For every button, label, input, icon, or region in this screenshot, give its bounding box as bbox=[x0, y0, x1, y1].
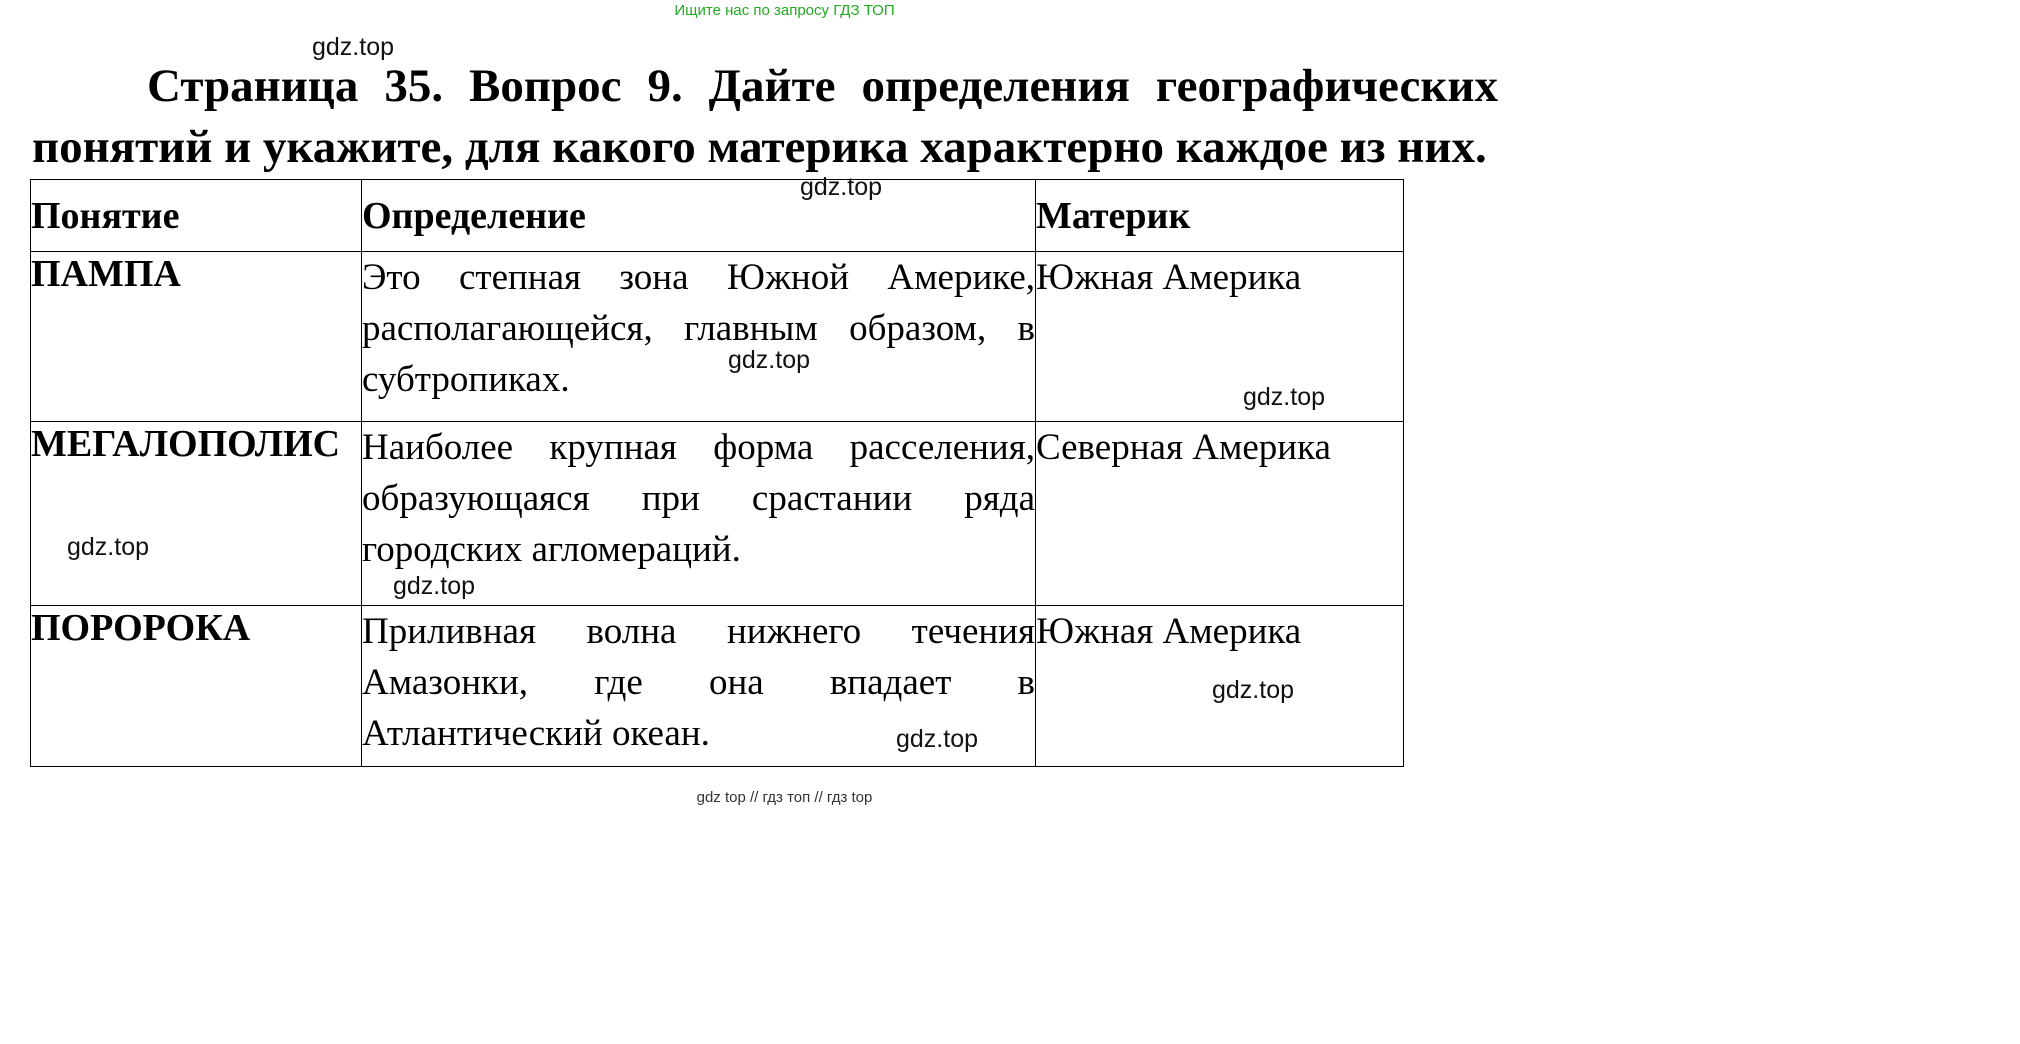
watermark: gdz.top bbox=[67, 533, 150, 561]
table-row bbox=[31, 606, 1404, 767]
watermark: gdz.top bbox=[1212, 676, 1295, 704]
table-row bbox=[31, 252, 1404, 422]
continent-cell: Южная Америка bbox=[1036, 252, 1404, 422]
top-banner: Ищите нас по запросу ГДЗ ТОП bbox=[674, 2, 895, 19]
watermark: gdz.top bbox=[728, 346, 811, 374]
header-definition: Определение bbox=[362, 180, 1036, 252]
header-term: Понятие bbox=[31, 180, 362, 252]
definition-text: Наиболее крупная форма расселения, образующаяся при срастании ряда городских агломераций. bbox=[362, 427, 1035, 570]
watermark: gdz.top bbox=[896, 725, 979, 753]
question-line-2: понятий и укажите, для какого материка характерно каждое из них. bbox=[32, 121, 1487, 173]
watermark: gdz.top bbox=[393, 572, 476, 600]
definition-text: Приливная волна нижнего течения Амазонки, где она впадает в Атлантический океан. bbox=[362, 611, 1035, 754]
footer-watermark: gdz top // гдз топ // гдз top bbox=[696, 789, 873, 806]
term-cell: ПАМПА bbox=[31, 252, 362, 422]
definition-text: Это степная зона Южной Америке, располагающейся, главным образом, в субтропиках. bbox=[362, 257, 1035, 400]
question-line-1: Страница 35. Вопрос 9. Дайте определения географических bbox=[147, 60, 1498, 112]
watermark: gdz.top bbox=[800, 173, 883, 201]
continent-cell: Северная Америка bbox=[1036, 422, 1404, 606]
term-cell: МЕГАЛОПОЛИС bbox=[31, 422, 362, 606]
definition-cell bbox=[362, 252, 1036, 422]
header-continent: Материк bbox=[1036, 180, 1404, 252]
table-row bbox=[31, 422, 1404, 606]
question-heading bbox=[32, 56, 1498, 178]
term-cell: ПОРОРОКА bbox=[31, 606, 362, 767]
watermark: gdz.top bbox=[312, 33, 395, 61]
table-header-row bbox=[31, 180, 1404, 252]
watermark: gdz.top bbox=[1243, 383, 1326, 411]
continent-cell: Южная Америка bbox=[1036, 606, 1404, 767]
definitions-table bbox=[30, 179, 1404, 767]
